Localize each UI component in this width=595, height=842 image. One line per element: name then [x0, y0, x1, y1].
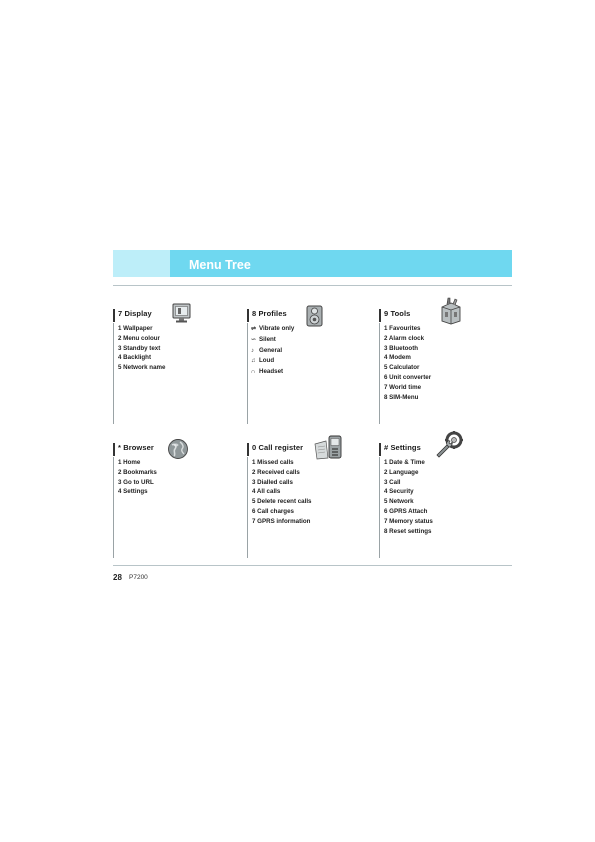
list-item: 2 Language: [384, 468, 419, 476]
list-item: 7 Memory status: [384, 517, 433, 525]
list-item: 6 Unit converter: [384, 373, 432, 381]
card-display: [113, 309, 238, 424]
card-side-line: [247, 457, 248, 558]
list-item: ⇌ Vibrate only: [257, 324, 294, 335]
card-accent-rule: [379, 309, 381, 322]
list-item: 2 Alarm clock: [384, 334, 425, 342]
list-item: 3 Call: [384, 478, 401, 486]
card-side-line: [379, 457, 380, 558]
list-item: 5 Network: [384, 498, 414, 506]
page-number: 28: [113, 573, 122, 582]
card-accent-rule: [247, 443, 249, 456]
silent-icon: ∽: [251, 336, 257, 343]
card-title-display: 7 Display: [118, 309, 152, 318]
card-settings: [379, 443, 504, 558]
profiles-menu-list: [251, 324, 295, 378]
card-title-tools: 9 Tools: [384, 309, 411, 318]
card-accent-rule: [379, 443, 381, 456]
vibrate-icon: ⇌: [251, 326, 257, 332]
card-title-call-register: 0 Call register: [252, 443, 304, 452]
globe-icon: [167, 438, 189, 460]
card-accent-rule: [113, 309, 115, 322]
list-item: 2 Received calls: [252, 468, 300, 476]
loud-icon: ♫: [251, 358, 256, 365]
list-item: 7 World time: [384, 383, 422, 391]
list-item: ∩ Headset: [257, 367, 294, 378]
list-item: 4 All calls: [252, 488, 281, 496]
card-accent-rule: [247, 309, 249, 322]
toolbox-icon: [439, 297, 463, 325]
list-item: 2 Bookmarks: [118, 468, 157, 476]
list-item: 2 Menu colour: [118, 334, 160, 342]
monitor-icon: [171, 302, 193, 324]
card-accent-rule: [113, 443, 115, 456]
card-browser: [113, 443, 238, 558]
headset-icon: ∩: [251, 369, 256, 376]
call-register-menu-list: [252, 458, 312, 527]
list-item: 1 Favourites: [384, 325, 421, 332]
list-item: ∽ Silent: [257, 335, 294, 346]
list-item: 6 GPRS Attach: [384, 507, 428, 515]
list-item: 5 Delete recent calls: [252, 498, 312, 506]
list-item: ♫ Loud: [257, 356, 294, 367]
browser-menu-list: [118, 458, 157, 497]
card-side-line: [247, 323, 248, 424]
page-title: Menu Tree: [189, 258, 251, 272]
card-tools: [379, 309, 504, 424]
list-item: 8 SIM-Menu: [384, 393, 419, 401]
list-item: 3 Bluetooth: [384, 344, 419, 352]
tools-menu-list: [384, 324, 431, 402]
list-item: 4 Settings: [118, 488, 148, 496]
card-side-line: [379, 323, 380, 424]
header-band: [113, 250, 512, 277]
list-item: 3 Go to URL: [118, 478, 154, 486]
speaker-icon: [305, 305, 325, 327]
list-item: 5 Network name: [118, 364, 166, 372]
phone-icon: [314, 434, 344, 460]
list-item: 7 GPRS information: [252, 517, 311, 525]
card-call-register: [247, 443, 372, 558]
card-title-browser: * Browser: [118, 443, 154, 452]
list-item: 8 Reset settings: [384, 527, 432, 535]
card-side-line: [113, 457, 114, 558]
general-icon: ♪: [251, 347, 254, 354]
list-item: 1 Missed calls: [252, 459, 294, 466]
card-title-settings: # Settings: [384, 443, 421, 452]
card-side-line: [113, 323, 114, 424]
settings-menu-list: [384, 458, 433, 536]
list-item: 1 Home: [118, 459, 141, 466]
header-tab-accent: [113, 250, 170, 277]
list-item: 3 Standby text: [118, 344, 161, 352]
wrench-icon: [434, 429, 466, 459]
list-item: ♪ General: [257, 346, 294, 357]
model-name: P7200: [129, 574, 148, 581]
list-item: 1 Date & Time: [384, 459, 425, 466]
top-separator: [113, 285, 512, 286]
list-item: 4 Modem: [384, 354, 411, 362]
display-menu-list: [118, 324, 165, 373]
list-item: 4 Backlight: [118, 354, 152, 362]
list-item: 5 Calculator: [384, 364, 420, 372]
list-item: 4 Security: [384, 488, 414, 496]
card-title-profiles: 8 Profiles: [252, 309, 287, 318]
list-item: 1 Wallpaper: [118, 325, 153, 332]
list-item: 6 Call charges: [252, 507, 294, 515]
list-item: 3 Dialled calls: [252, 478, 293, 486]
bottom-separator: [113, 565, 512, 566]
card-profiles: [247, 309, 372, 424]
